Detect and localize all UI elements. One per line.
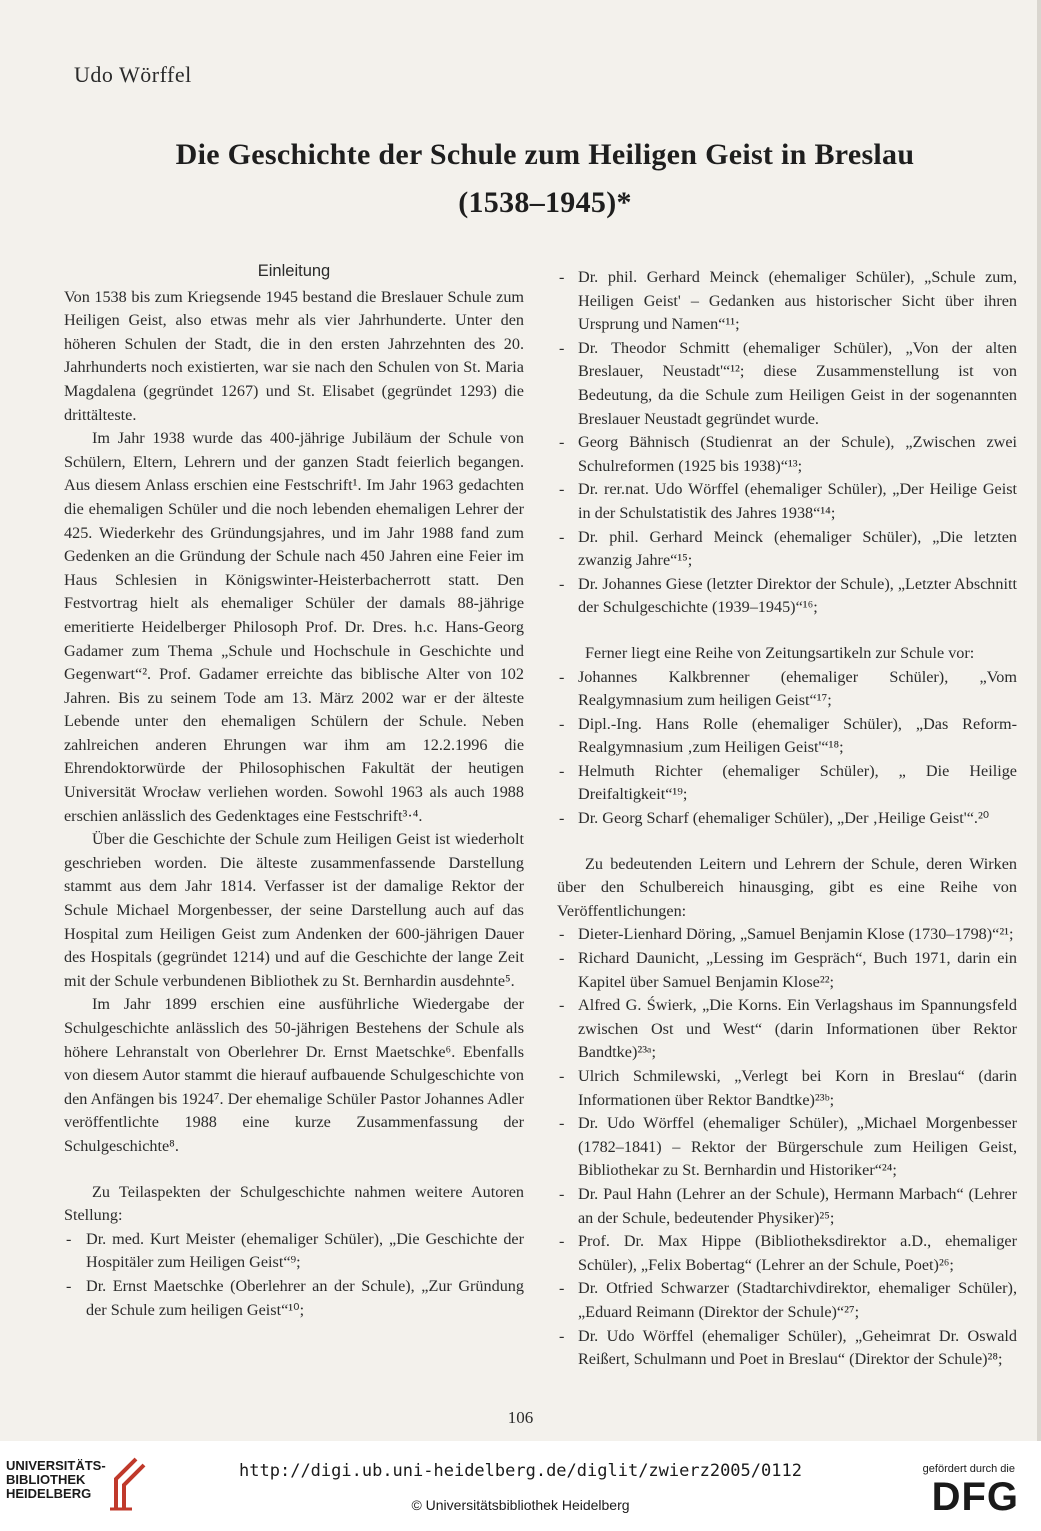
list-item: - Ulrich Schmilewski, „Verlegt bei Korn in Breslau“ (darin Informationen über Rektor Bandtke)²³ᵇ; [557, 1065, 1017, 1112]
list-item: - Johannes Kalkbrenner (ehemaliger Schüler), „Vom Realgymnasium zum heiligen Geist“¹⁷; [557, 666, 1017, 713]
permalink-url[interactable]: http://digi.ub.uni-heidelberg.de/diglit/zwierz2005/0112 [239, 1461, 802, 1481]
funding-caption: gefördert durch die [922, 1463, 1015, 1475]
paragraph: Im Jahr 1899 erschien eine ausführliche Wiedergabe der Schulgeschichte anlässlich des 50-jährigen Bestehens der Schule als höhere Lehranstalt von Oberlehrer Dr. Ernst Maetschke⁶. Ebenfalls von diesem Autor stammt die hierauf aufbauende Schulgeschichte von den Anfängen bis 1924⁷. Der ehemalige Schüler Pastor Johannes Adler veröffentlichte 1988 eine kurze Zusammenfassung der Schulgeschichte⁸. [64, 995, 524, 1155]
newspaper-list [557, 666, 1017, 831]
list-item: - Dr. phil. Gerhard Meinck (ehemaliger Schüler), „Die letzten zwanzig Jahre“¹⁵; [557, 526, 1017, 573]
paragraph: Ferner liegt eine Reihe von Zeitungsartikeln zur Schule vor: [585, 643, 975, 662]
paragraph: Im Jahr 1938 wurde das 400-jährige Jubiläum der Schule von Schülern, Eltern, Lehrern und der ganzen Stadt feierlich begangen. Aus diesem Anlass erschien eine Festschrift¹. Im Jahr 1963 gedachten die ehemaligen Schüler und die noch lebenden ehemaligen Lehrer der 425. Wiederkehr des Gründungsjahres, und im Jahr 1988 fand zum Gedenken an die Gründung der Schule nach 450 Jahren eine Feier im Haus Schlesien in Königswinter-Heisterbacherrott statt. Den Festvortrag hielt als ehemaliger Schüler der damals 88-jährige emeritierte Heidelberger Philosoph Prof. Dr. Dres. h.c. Hans-Georg Gadamer zum Thema „Schule und Hochschule in Geschichte und Gegenwart“². Prof. Gadamer erreichte das biblische Alter von 102 Jahren. Bis zu seinem Tode am 13. März 2002 war er der älteste Lebende unter den ehemaligen Schülern der Schule. Neben zahlreichen anderen Ehrungen war ihm am 12.2.1996 die Ehrendoktorwürde der Philosophischen Fakultät der heutigen Universität Wrocław verliehen worden. Sowohl 1963 als auch 1988 erschien anlässlich des Gedenktages eine Festschrift³·⁴. [64, 429, 524, 825]
reference-list [557, 266, 1017, 620]
reference-list [64, 1228, 524, 1322]
library-name-line3: HEIDELBERG [6, 1486, 92, 1501]
article-title: Die Geschichte der Schule zum Heiligen Geist in Breslau [175, 138, 915, 171]
publication-list [557, 923, 1017, 1371]
list-item: - Dr. Otfried Schwarzer (Stadtarchivdirektor, ehemaliger Schüler), „Eduard Reimann (Direktor der Schule)“²⁷; [557, 1277, 1017, 1324]
paragraph: Zu bedeutenden Leitern und Lehrern der Schule, deren Wirken über den Schulbereich hinausging, gibt es eine Reihe von Veröffentlichungen: [557, 854, 1017, 920]
list-item: - Dr. Georg Scharf (ehemaliger Schüler), „Der ‚Heilige Geist'“.²⁰ [557, 807, 1017, 831]
author-name: Udo Wörffel [74, 62, 192, 87]
list-item: - Dr. rer.nat. Udo Wörffel (ehemaliger Schüler), „Der Heilige Geist in der Schulstatistik des Jahres 1938“¹⁴; [557, 478, 1017, 525]
list-item: - Helmuth Richter (ehemaliger Schüler), „ Die Heilige Dreifaltigkeit“¹⁹; [557, 760, 1017, 807]
list-item: - Dr. Johannes Giese (letzter Direktor der Schule), „Letzter Abschnitt der Schulgeschichte (1939–1945)“¹⁶; [557, 573, 1017, 620]
footer-bar [0, 1441, 1041, 1531]
list-item: - Georg Bähnisch (Studienrat an der Schule), „Zwischen zwei Schulreformen (1925 bis 1938)“¹³; [557, 431, 1017, 478]
library-name-line2: BIBLIOTHEK [6, 1472, 86, 1487]
list-item: - Dr. Paul Hahn (Lehrer an der Schule), Hermann Marbach“ (Lehrer an der Schule, bedeutender Physiker)²⁵; [557, 1183, 1017, 1230]
page-edge [1037, 0, 1041, 1441]
list-item: - Dr. med. Kurt Meister (ehemaliger Schüler), „Die Geschichte der Hospitäler zum Heiligen Geist“⁹; [64, 1228, 524, 1275]
list-item: - Dr. Ernst Maetschke (Oberlehrer an der Schule), „Zur Gründung der Schule zum heiligen Geist“¹⁰; [64, 1275, 524, 1322]
left-column [64, 260, 524, 1322]
list-item: - Dr. Udo Wörffel (ehemaliger Schüler), „Geheimrat Dr. Oswald Reißert, Schulmann und Poet in Breslau“ (Direktor der Schule)²⁸; [557, 1325, 1017, 1372]
list-item: - Dipl.-Ing. Hans Rolle (ehemaliger Schüler), „Das Reform-Realgymnasium ‚zum Heiligen Geist'“¹⁸; [557, 713, 1017, 760]
dfg-logo[interactable]: DFG [931, 1475, 1019, 1519]
list-item: - Alfred G. Świerk, „Die Korns. Ein Verlagshaus im Spannungsfeld zwischen Ost und West“ (darin Informationen über Rektor Bandtke)²³ᵃ; [557, 994, 1017, 1065]
copyright-notice: © Universitätsbibliothek Heidelberg [411, 1497, 630, 1513]
list-item: - Dr. Theodor Schmitt (ehemaliger Schüler), „Von der alten Breslauer, Neustadt'“¹²; diese Zusammenstellung ist von Bedeutung, da die Schule zum Heiligen Geist in der sogenannten Breslauer Neustadt gegründet wurde. [557, 337, 1017, 431]
right-column [557, 266, 1017, 1372]
list-item: - Prof. Dr. Max Hippe (Bibliotheksdirektor a.D., ehemaliger Schüler), „Felix Bobertag“ (Lehrer an der Schule, Poet)²⁶; [557, 1230, 1017, 1277]
article-title-years: (1538–1945)* [458, 186, 632, 219]
section-heading: Einleitung [257, 262, 331, 280]
list-item: - Dr. phil. Gerhard Meinck (ehemaliger Schüler), „Schule zum, Heiligen Geist' – Gedanken aus historischer Sicht über ihren Ursprung und Namen“¹¹; [557, 266, 1017, 337]
list-item: - Dr. Udo Wörffel (ehemaliger Schüler), „Michael Morgenbesser (1782–1841) – Rektor der Bürgerschule zum Heiligen Geist, Bibliothekar zu St. Bernhardin und Historiker“²⁴; [557, 1112, 1017, 1183]
paragraph: Von 1538 bis zum Kriegsende 1945 bestand die Breslauer Schule zum Heiligen Geist, also etwas mehr als vier Jahrhunderte. Unter den höheren Schulen der Stadt, die in den ersten Jahrzehnten des 20. Jahrhunderts noch existierten, war sie nach den Schulen von St. Maria Magdalena (gegründet 1267) und St. Elisabet (gegründet 1293) die drittälteste. [64, 287, 524, 424]
list-item: - Dieter-Lienhard Döring, „Samuel Benjamin Klose (1730–1798)“²¹; [557, 923, 1017, 947]
page-number: 106 [507, 1408, 534, 1427]
paragraph: Zu Teilaspekten der Schulgeschichte nahmen weitere Autoren Stellung: [64, 1182, 524, 1225]
paragraph: Über die Geschichte der Schule zum Heiligen Geist ist wiederholt geschrieben worden. Die älteste zusammenfassende Darstellung stammt aus dem Jahr 1814. Verfasser ist der damalige Rektor der Schule Michael Morgenbesser, der seine Darstellung auch auf das Hospital zum Heiligen Geist zum Andenken der 600-jährigen Dauer des Hospitals (gegründet 1214) und auf die Geschichte der lange Zeit mit der Schule verbundenen Bibliothek zu St. Bernhardin ausdehnte⁵. [64, 830, 524, 990]
list-item: - Richard Daunicht, „Lessing im Gespräch“, Buch 1971, darin ein Kapitel über Samuel Benjamin Klose²²; [557, 947, 1017, 994]
library-name-line1: UNIVERSITÄTS- [6, 1458, 106, 1473]
